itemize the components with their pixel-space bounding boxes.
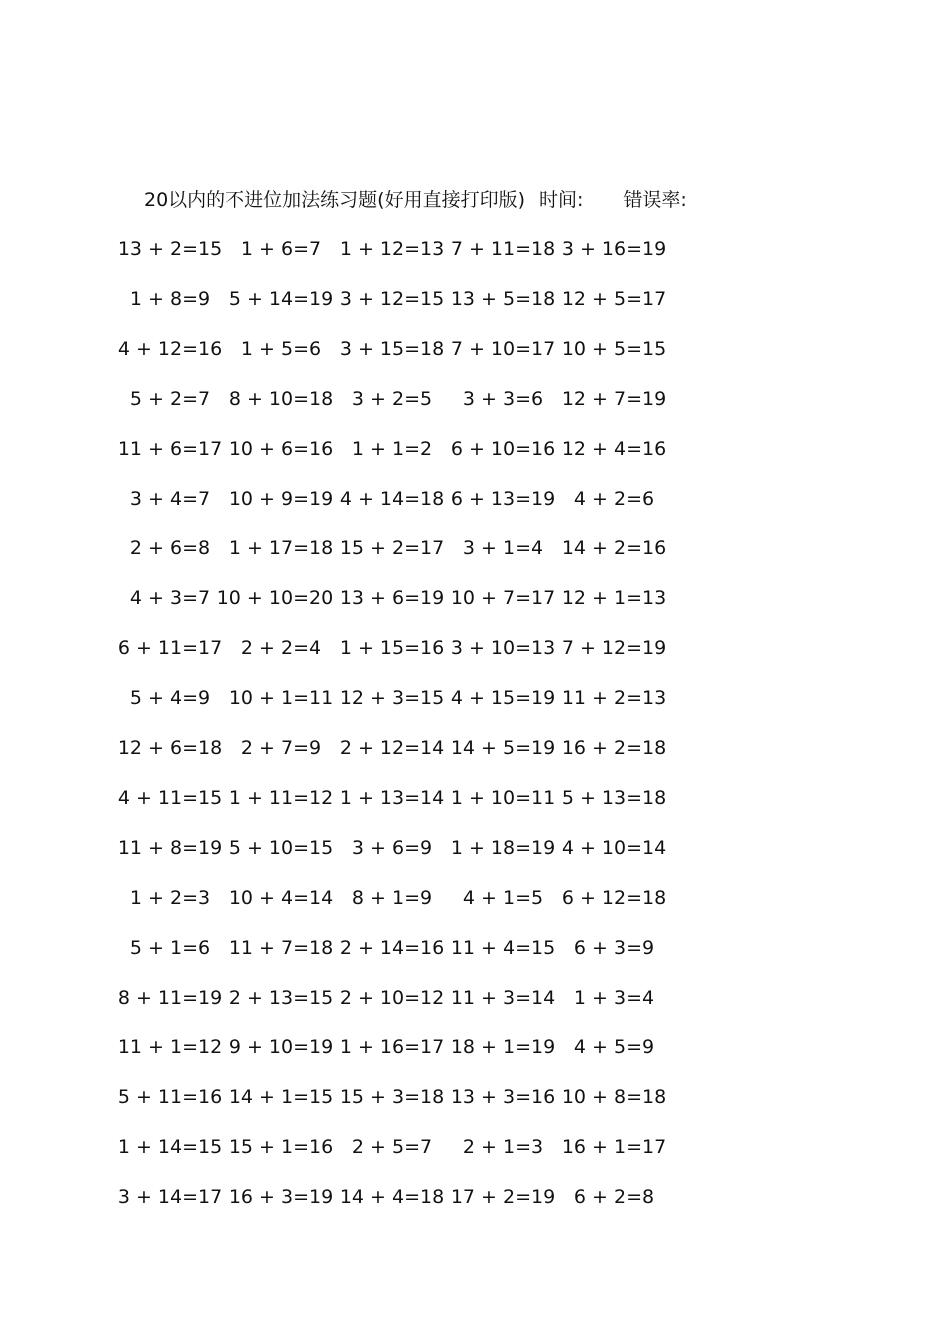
problem-answer: 7 bbox=[198, 388, 211, 410]
problem-item bbox=[573, 483, 694, 515]
problem-expression: 2 + 13= bbox=[228, 987, 309, 1009]
problem-expression: 10 + 7= bbox=[450, 587, 531, 609]
problem-expression: 11 + 7= bbox=[228, 937, 309, 959]
problem-expression: 5 + 2= bbox=[129, 388, 198, 410]
problem-item bbox=[351, 1131, 472, 1163]
problem-answer: 15 bbox=[531, 937, 556, 959]
problem-answer: 15 bbox=[420, 288, 445, 310]
problem-answer: 13 bbox=[531, 637, 556, 659]
problem-item bbox=[561, 632, 694, 664]
problem-answer: 16 bbox=[531, 438, 556, 460]
problem-expression: 1 + 14= bbox=[117, 1136, 198, 1158]
problem-expression: 5 + 1= bbox=[129, 937, 198, 959]
problem-expression: 1 + 6= bbox=[240, 238, 309, 260]
problem-item bbox=[228, 1131, 361, 1163]
problem-answer: 19 bbox=[531, 837, 556, 859]
problem-answer: 18 bbox=[642, 787, 667, 809]
problem-answer: 16 bbox=[420, 937, 445, 959]
problem-answer: 14 bbox=[309, 887, 334, 909]
problem-expression: 2 + 1= bbox=[462, 1136, 531, 1158]
problem-expression: 2 + 6= bbox=[129, 537, 198, 559]
problem-item bbox=[450, 1181, 583, 1213]
problem-expression: 14 + 4= bbox=[339, 1186, 420, 1208]
problem-answer: 7 bbox=[420, 1136, 433, 1158]
problem-answer: 16 bbox=[420, 637, 445, 659]
problem-item bbox=[351, 383, 472, 415]
problem-expression: 1 + 15= bbox=[339, 637, 420, 659]
problem-answer: 5 bbox=[420, 388, 433, 410]
problem-expression: 2 + 2= bbox=[240, 637, 309, 659]
problem-answer: 15 bbox=[198, 787, 223, 809]
problem-answer: 16 bbox=[198, 338, 223, 360]
problem-expression: 3 + 1= bbox=[462, 537, 531, 559]
problem-expression: 12 + 1= bbox=[561, 587, 642, 609]
problem-item bbox=[561, 233, 694, 265]
problem-item bbox=[561, 882, 694, 914]
problem-answer: 17 bbox=[642, 288, 667, 310]
problem-expression: 3 + 12= bbox=[339, 288, 420, 310]
problem-expression: 9 + 10= bbox=[228, 1036, 309, 1058]
problem-expression: 4 + 11= bbox=[117, 787, 198, 809]
problem-expression: 4 + 12= bbox=[117, 338, 198, 360]
problem-answer: 17 bbox=[198, 637, 223, 659]
problem-answer: 17 bbox=[198, 1186, 223, 1208]
problem-expression: 15 + 3= bbox=[339, 1086, 420, 1108]
problem-answer: 8 bbox=[198, 537, 211, 559]
problem-answer: 4 bbox=[642, 987, 655, 1009]
problem-expression: 12 + 4= bbox=[561, 438, 642, 460]
problem-expression: 1 + 1= bbox=[351, 438, 420, 460]
problem-item bbox=[573, 982, 694, 1014]
problem-answer: 14 bbox=[642, 837, 667, 859]
problem-item bbox=[561, 582, 694, 614]
problem-expression: 10 + 6= bbox=[228, 438, 309, 460]
problem-expression: 10 + 9= bbox=[228, 488, 309, 510]
problem-answer: 2 bbox=[420, 438, 433, 460]
problem-answer: 18 bbox=[531, 288, 556, 310]
problem-expression: 3 + 6= bbox=[351, 837, 420, 859]
problem-answer: 16 bbox=[198, 1086, 223, 1108]
problem-expression: 5 + 14= bbox=[228, 288, 309, 310]
problem-answer: 15 bbox=[642, 338, 667, 360]
problem-answer: 16 bbox=[309, 438, 334, 460]
problem-expression: 1 + 17= bbox=[228, 537, 309, 559]
problem-expression: 3 + 4= bbox=[129, 488, 198, 510]
problem-item bbox=[117, 233, 250, 265]
problem-expression: 5 + 4= bbox=[129, 687, 198, 709]
problem-expression: 11 + 8= bbox=[117, 837, 198, 859]
problem-answer: 16 bbox=[642, 438, 667, 460]
problem-answer: 19 bbox=[642, 238, 667, 260]
problem-answer: 18 bbox=[531, 238, 556, 260]
problem-answer: 19 bbox=[531, 737, 556, 759]
problem-expression: 10 + 10= bbox=[216, 587, 309, 609]
problem-expression: 4 + 14= bbox=[339, 488, 420, 510]
problem-expression: 11 + 6= bbox=[117, 438, 198, 460]
problem-answer: 9 bbox=[420, 837, 433, 859]
problem-item bbox=[573, 1031, 694, 1063]
problem-answer: 16 bbox=[309, 1136, 334, 1158]
problem-expression: 1 + 5= bbox=[240, 338, 309, 360]
problem-answer: 6 bbox=[198, 937, 211, 959]
problem-item bbox=[228, 882, 361, 914]
problem-answer: 19 bbox=[642, 388, 667, 410]
problem-expression: 10 + 4= bbox=[228, 887, 309, 909]
problem-item bbox=[561, 283, 694, 315]
problem-answer: 6 bbox=[642, 488, 655, 510]
problem-answer: 12 bbox=[198, 1036, 223, 1058]
problem-item bbox=[117, 632, 250, 664]
problem-item bbox=[450, 932, 583, 964]
problem-answer: 9 bbox=[309, 737, 322, 759]
problem-answer: 4 bbox=[531, 537, 544, 559]
problem-answer: 7 bbox=[198, 488, 211, 510]
problem-answer: 17 bbox=[531, 587, 556, 609]
problem-answer: 11 bbox=[309, 687, 334, 709]
problem-expression: 2 + 10= bbox=[339, 987, 420, 1009]
problem-answer: 19 bbox=[642, 637, 667, 659]
problem-answer: 17 bbox=[198, 438, 223, 460]
problem-answer: 17 bbox=[531, 338, 556, 360]
problem-answer: 18 bbox=[420, 488, 445, 510]
problem-answer: 20 bbox=[309, 587, 334, 609]
problem-answer: 3 bbox=[198, 887, 211, 909]
problem-expression: 7 + 10= bbox=[450, 338, 531, 360]
problem-answer: 15 bbox=[309, 837, 334, 859]
problem-answer: 15 bbox=[198, 238, 223, 260]
problem-answer: 9 bbox=[420, 887, 433, 909]
problem-answer: 18 bbox=[420, 1086, 445, 1108]
problem-expression: 4 + 5= bbox=[573, 1036, 642, 1058]
problem-answer: 18 bbox=[642, 737, 667, 759]
problem-answer: 19 bbox=[198, 987, 223, 1009]
problem-answer: 6 bbox=[531, 388, 544, 410]
problem-answer: 19 bbox=[531, 687, 556, 709]
problem-answer: 7 bbox=[198, 587, 211, 609]
problem-expression: 6 + 2= bbox=[573, 1186, 642, 1208]
problem-answer: 18 bbox=[198, 737, 223, 759]
problem-item bbox=[561, 433, 694, 465]
worksheet-header bbox=[144, 186, 687, 214]
problem-item bbox=[339, 532, 472, 564]
problem-expression: 3 + 10= bbox=[450, 637, 531, 659]
problem-expression: 1 + 18= bbox=[450, 837, 531, 859]
problem-answer: 18 bbox=[642, 887, 667, 909]
problem-answer: 18 bbox=[309, 388, 334, 410]
problem-expression: 13 + 6= bbox=[339, 587, 420, 609]
problem-expression: 6 + 11= bbox=[117, 637, 198, 659]
problem-answer: 14 bbox=[420, 787, 445, 809]
problem-answer: 13 bbox=[642, 587, 667, 609]
problem-expression: 6 + 12= bbox=[561, 887, 642, 909]
problem-answer: 16 bbox=[531, 1086, 556, 1108]
problem-item bbox=[573, 932, 694, 964]
problem-expression: 12 + 5= bbox=[561, 288, 642, 310]
problem-item bbox=[561, 1131, 694, 1163]
problem-expression: 4 + 10= bbox=[561, 837, 642, 859]
problem-expression: 18 + 1= bbox=[450, 1036, 531, 1058]
problem-answer: 18 bbox=[420, 1186, 445, 1208]
problem-item bbox=[117, 333, 250, 365]
problem-expression: 6 + 10= bbox=[450, 438, 531, 460]
problem-expression: 1 + 8= bbox=[129, 288, 198, 310]
error-rate-label: 错误率: bbox=[623, 189, 687, 211]
problem-answer: 9 bbox=[198, 288, 211, 310]
problem-answer: 15 bbox=[309, 987, 334, 1009]
problem-item bbox=[450, 483, 583, 515]
problem-answer: 16 bbox=[642, 537, 667, 559]
problem-expression: 13 + 5= bbox=[450, 288, 531, 310]
problem-expression: 8 + 1= bbox=[351, 887, 420, 909]
problem-expression: 14 + 5= bbox=[450, 737, 531, 759]
problem-expression: 10 + 5= bbox=[561, 338, 642, 360]
problem-expression: 12 + 3= bbox=[339, 687, 420, 709]
problem-item bbox=[450, 1031, 583, 1063]
problem-expression: 1 + 12= bbox=[339, 238, 420, 260]
problem-expression: 2 + 5= bbox=[351, 1136, 420, 1158]
problem-expression: 1 + 3= bbox=[573, 987, 642, 1009]
problem-item bbox=[228, 433, 361, 465]
problem-answer: 13 bbox=[642, 687, 667, 709]
problem-expression: 13 + 3= bbox=[450, 1086, 531, 1108]
problem-answer: 19 bbox=[309, 488, 334, 510]
problem-answer: 15 bbox=[309, 1086, 334, 1108]
problem-answer: 15 bbox=[198, 1136, 223, 1158]
problem-expression: 12 + 7= bbox=[561, 388, 642, 410]
problem-answer: 14 bbox=[531, 987, 556, 1009]
problem-answer: 15 bbox=[420, 687, 445, 709]
problem-answer: 19 bbox=[531, 1186, 556, 1208]
problem-answer: 19 bbox=[198, 837, 223, 859]
problem-expression: 1 + 13= bbox=[339, 787, 420, 809]
problem-item bbox=[228, 832, 361, 864]
problem-expression: 12 + 6= bbox=[117, 737, 198, 759]
problem-answer: 18 bbox=[309, 537, 334, 559]
problem-item bbox=[117, 732, 250, 764]
problem-answer: 19 bbox=[531, 1036, 556, 1058]
problem-answer: 19 bbox=[309, 1186, 334, 1208]
problem-expression: 17 + 2= bbox=[450, 1186, 531, 1208]
problem-expression: 11 + 3= bbox=[450, 987, 531, 1009]
problem-expression: 4 + 3= bbox=[129, 587, 198, 609]
problem-answer: 12 bbox=[420, 987, 445, 1009]
problem-expression: 8 + 11= bbox=[117, 987, 198, 1009]
problem-item bbox=[351, 882, 472, 914]
problem-expression: 7 + 11= bbox=[450, 238, 531, 260]
problem-answer: 17 bbox=[642, 1136, 667, 1158]
problem-item bbox=[561, 682, 694, 714]
problem-answer: 4 bbox=[309, 637, 322, 659]
problem-expression: 5 + 13= bbox=[561, 787, 642, 809]
problem-answer: 13 bbox=[420, 238, 445, 260]
problem-answer: 19 bbox=[420, 587, 445, 609]
problem-answer: 18 bbox=[642, 1086, 667, 1108]
problem-item bbox=[573, 1181, 694, 1213]
problem-answer: 11 bbox=[531, 787, 556, 809]
problem-expression: 3 + 16= bbox=[561, 238, 642, 260]
problem-expression: 7 + 12= bbox=[561, 637, 642, 659]
problem-answer: 18 bbox=[420, 338, 445, 360]
problem-expression: 2 + 12= bbox=[339, 737, 420, 759]
problem-answer: 19 bbox=[309, 288, 334, 310]
problem-item bbox=[561, 333, 694, 365]
problem-item bbox=[561, 532, 694, 564]
problem-answer: 9 bbox=[642, 937, 655, 959]
problem-answer: 14 bbox=[420, 737, 445, 759]
problem-answer: 8 bbox=[642, 1186, 655, 1208]
problem-expression: 8 + 10= bbox=[228, 388, 309, 410]
problem-expression: 16 + 2= bbox=[561, 737, 642, 759]
problem-item bbox=[561, 732, 694, 764]
problem-item bbox=[561, 832, 694, 864]
problem-answer: 19 bbox=[309, 1036, 334, 1058]
problem-expression: 3 + 3= bbox=[462, 388, 531, 410]
problem-expression: 5 + 11= bbox=[117, 1086, 198, 1108]
problem-answer: 6 bbox=[309, 338, 322, 360]
problem-item bbox=[450, 982, 583, 1014]
problem-answer: 17 bbox=[420, 537, 445, 559]
problem-expression: 11 + 4= bbox=[450, 937, 531, 959]
problem-expression: 4 + 2= bbox=[573, 488, 642, 510]
problem-expression: 6 + 13= bbox=[450, 488, 531, 510]
problem-item bbox=[561, 1081, 694, 1113]
problem-expression: 14 + 1= bbox=[228, 1086, 309, 1108]
worksheet-title: 20以内的不进位加法练习题(好用直接打印版) bbox=[144, 189, 526, 211]
problem-expression: 15 + 2= bbox=[339, 537, 420, 559]
problem-answer: 9 bbox=[642, 1036, 655, 1058]
problem-expression: 3 + 2= bbox=[351, 388, 420, 410]
problem-expression: 1 + 16= bbox=[339, 1036, 420, 1058]
problem-answer: 19 bbox=[531, 488, 556, 510]
problem-expression: 4 + 15= bbox=[450, 687, 531, 709]
problem-item bbox=[561, 782, 694, 814]
problem-answer: 18 bbox=[309, 937, 334, 959]
problem-expression: 14 + 2= bbox=[561, 537, 642, 559]
problem-expression: 1 + 11= bbox=[228, 787, 309, 809]
problem-expression: 2 + 14= bbox=[339, 937, 420, 959]
time-label: 时间: bbox=[539, 189, 584, 211]
problem-expression: 16 + 3= bbox=[228, 1186, 309, 1208]
problem-expression: 3 + 14= bbox=[117, 1186, 198, 1208]
problem-answer: 3 bbox=[531, 1136, 544, 1158]
problem-answer: 5 bbox=[531, 887, 544, 909]
problem-answer: 12 bbox=[309, 787, 334, 809]
problem-expression: 10 + 1= bbox=[228, 687, 309, 709]
problem-answer: 9 bbox=[198, 687, 211, 709]
problem-answer: 7 bbox=[309, 238, 322, 260]
problem-expression: 15 + 1= bbox=[228, 1136, 309, 1158]
problem-expression: 11 + 2= bbox=[561, 687, 642, 709]
problem-expression: 2 + 7= bbox=[240, 737, 309, 759]
problem-expression: 11 + 1= bbox=[117, 1036, 198, 1058]
problem-expression: 16 + 1= bbox=[561, 1136, 642, 1158]
problem-expression: 3 + 15= bbox=[339, 338, 420, 360]
problem-expression: 13 + 2= bbox=[117, 238, 198, 260]
problem-answer: 17 bbox=[420, 1036, 445, 1058]
problem-expression: 10 + 8= bbox=[561, 1086, 642, 1108]
problem-expression: 1 + 10= bbox=[450, 787, 531, 809]
problem-expression: 6 + 3= bbox=[573, 937, 642, 959]
problem-expression: 4 + 1= bbox=[462, 887, 531, 909]
problem-expression: 5 + 10= bbox=[228, 837, 309, 859]
problem-item bbox=[561, 383, 694, 415]
problem-item bbox=[228, 383, 361, 415]
problem-expression: 1 + 2= bbox=[129, 887, 198, 909]
